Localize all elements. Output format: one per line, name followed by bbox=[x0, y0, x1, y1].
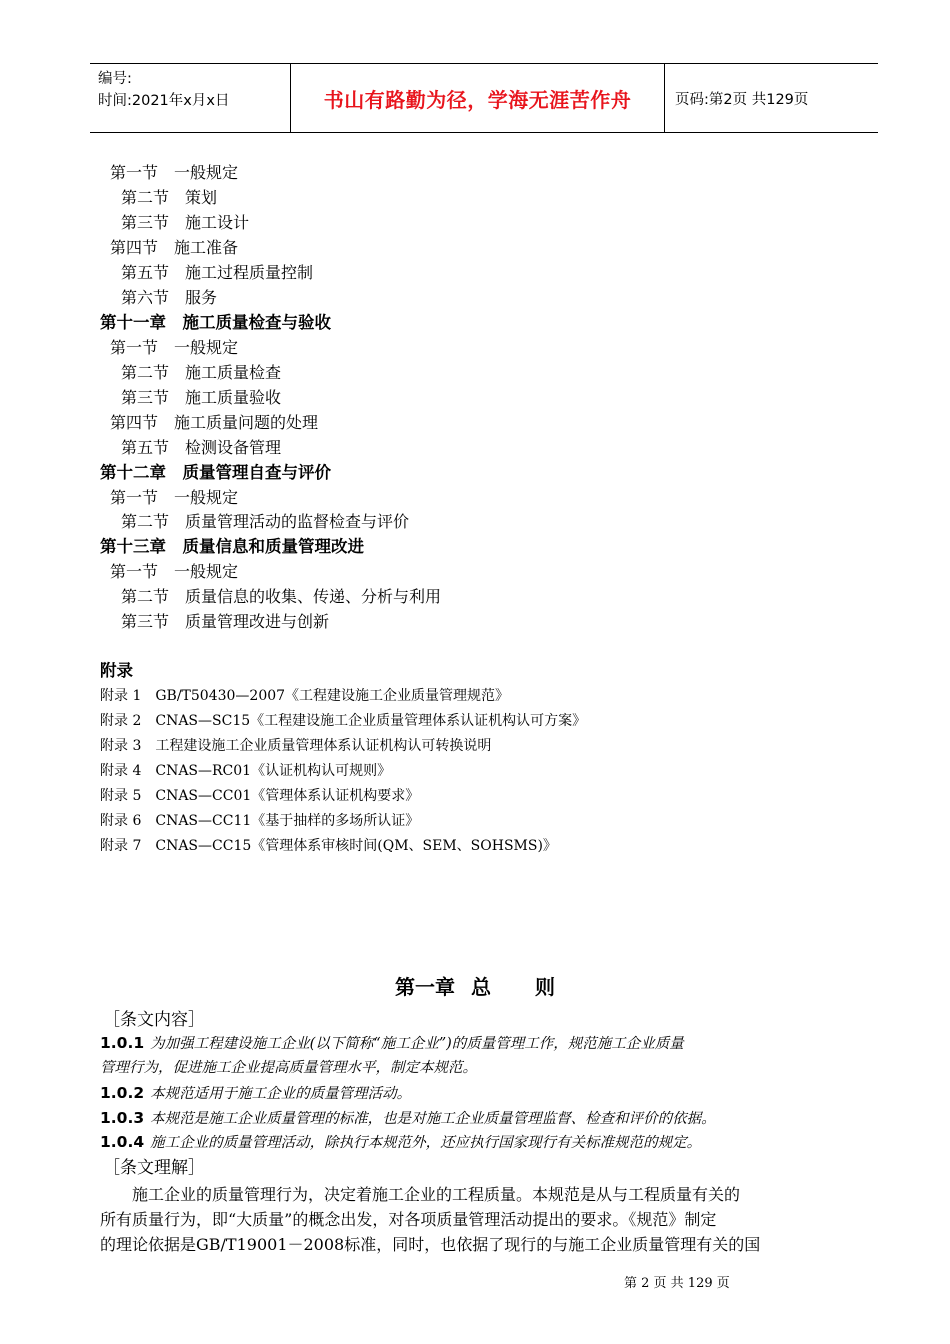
appendix-item: 附录 4 CNAS—RC01《认证机构认可规则》 bbox=[100, 763, 392, 779]
content-heading: ［条文内容］ bbox=[103, 1010, 205, 1030]
toc-line: 第一节 一般规定 bbox=[110, 562, 239, 581]
toc-line: 第一节 一般规定 bbox=[110, 163, 239, 182]
toc-line: 第一节 一般规定 bbox=[110, 488, 239, 507]
time-label: 时间:2021年x月x日 bbox=[98, 93, 230, 109]
article-text: 本规范适用于施工企业的质量管理活动。 bbox=[150, 1086, 412, 1102]
toc-line: 第五节 检测设备管理 bbox=[121, 438, 282, 457]
article-line bbox=[100, 1106, 716, 1131]
toc-chapter: 第十三章 质量信息和质量管理改进 bbox=[100, 537, 364, 556]
page-header bbox=[90, 63, 878, 133]
toc-line: 第三节 施工质量验收 bbox=[121, 388, 282, 407]
article-text: 管理行为，促进施工企业提高质量管理水平，制定本规范。 bbox=[100, 1060, 477, 1076]
toc-line: 第五节 施工过程质量控制 bbox=[121, 263, 314, 282]
article-line bbox=[100, 1056, 477, 1080]
body-line: 所有质量行为，即“大质量”的概念出发，对各项质量管理活动提出的要求。《规范》制定 bbox=[100, 1210, 717, 1229]
header-meta bbox=[90, 64, 290, 132]
toc-line: 第六节 服务 bbox=[121, 288, 218, 307]
toc-chapter: 第十一章 施工质量检查与验收 bbox=[100, 313, 331, 332]
article-number: 1.0.4 bbox=[100, 1133, 145, 1151]
appendix-title: 附录 bbox=[100, 661, 133, 680]
toc-line: 第四节 施工质量问题的处理 bbox=[110, 413, 319, 432]
toc-line: 第四节 施工准备 bbox=[110, 238, 239, 257]
article-text: 施工企业的质量管理活动，除执行本规范外，还应执行国家现行有关标准规范的规定。 bbox=[150, 1135, 702, 1151]
chapter-title bbox=[0, 971, 950, 1000]
article-number: 1.0.2 bbox=[100, 1084, 145, 1102]
toc-line: 第二节 策划 bbox=[121, 188, 218, 207]
header-page-number: 页码:第2页 共129页 bbox=[675, 91, 809, 108]
appendix-item: 附录 1 GB/T50430—2007《工程建设施工企业质量管理规范》 bbox=[100, 688, 510, 704]
article-number: 1.0.1 bbox=[100, 1034, 145, 1052]
chapter-title-word-1: 总 bbox=[471, 975, 491, 999]
toc-line: 第二节 施工质量检查 bbox=[121, 363, 282, 382]
toc-line: 第二节 质量管理活动的监督检查与评价 bbox=[121, 512, 410, 531]
article-line bbox=[100, 1130, 701, 1155]
appendix-item: 附录 5 CNAS—CC01《管理体系认证机构要求》 bbox=[100, 788, 420, 804]
header-motto: 书山有路勤为径，学海无涯苦作舟 bbox=[290, 64, 665, 132]
toc-line: 第三节 施工设计 bbox=[121, 213, 250, 232]
article-text: 为加强工程建设施工企业(以下简称“施工企业”)的质量管理工作，规范施工企业质量 bbox=[150, 1036, 684, 1052]
page-footer: 第 2 页 共 129 页 bbox=[624, 1276, 730, 1291]
toc-chapter: 第十二章 质量管理自查与评价 bbox=[100, 463, 331, 482]
article-line bbox=[100, 1081, 411, 1106]
body-line: 施工企业的质量管理行为，决定着施工企业的工程质量。本规范是从与工程质量有关的 bbox=[100, 1185, 741, 1204]
toc-line: 第一节 一般规定 bbox=[110, 338, 239, 357]
body-line: 的理论依据是GB/T19001－2008标准，同时，也依据了现行的与施工企业质量管理有关的国 bbox=[100, 1235, 761, 1254]
article-line bbox=[100, 1031, 684, 1056]
number-label: 编号: bbox=[98, 71, 132, 87]
chapter-title-word-2: 则 bbox=[535, 975, 555, 999]
article-number: 1.0.3 bbox=[100, 1109, 145, 1127]
toc-line: 第三节 质量管理改进与创新 bbox=[121, 612, 330, 631]
appendix-item: 附录 6 CNAS—CC11《基于抽样的多场所认证》 bbox=[100, 813, 420, 829]
appendix-item: 附录 7 CNAS—CC15《管理体系审核时间(QM、SEM、SOHSMS)》 bbox=[100, 838, 557, 854]
chapter-title-number: 第一章 bbox=[395, 975, 455, 999]
article-text: 本规范是施工企业质量管理的标准，也是对施工企业质量管理监督、检查和评价的依据。 bbox=[150, 1111, 716, 1127]
understanding-heading: ［条文理解］ bbox=[103, 1158, 205, 1178]
toc-line: 第二节 质量信息的收集、传递、分析与利用 bbox=[121, 587, 442, 606]
appendix-item: 附录 3 工程建设施工企业质量管理体系认证机构认可转换说明 bbox=[100, 738, 492, 754]
appendix-item: 附录 2 CNAS—SC15《工程建设施工企业质量管理体系认证机构认可方案》 bbox=[100, 713, 587, 729]
